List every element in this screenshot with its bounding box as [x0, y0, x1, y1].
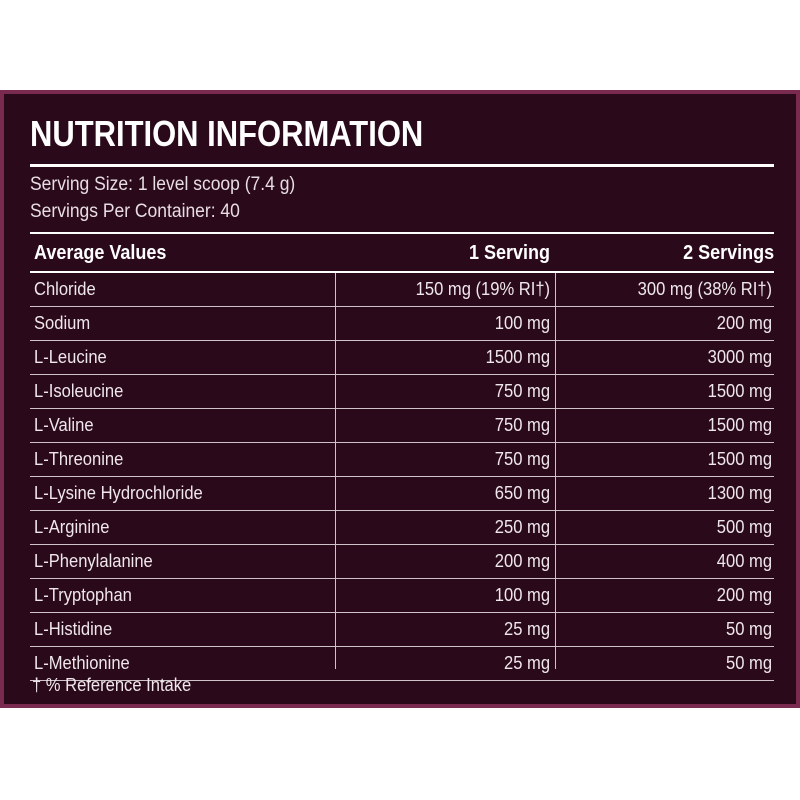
row-name: L-Methionine — [34, 653, 130, 673]
row-value-1-serving: 1500 mg — [485, 347, 550, 367]
row-value-1-serving: 250 mg — [494, 517, 550, 537]
table-row — [30, 375, 774, 409]
table-row — [30, 443, 774, 477]
table-row — [30, 273, 774, 307]
row-value-1-serving: 750 mg — [494, 449, 550, 469]
title-divider — [30, 164, 774, 167]
row-value-2-servings: 200 mg — [716, 585, 772, 605]
table-row — [30, 579, 774, 613]
row-name: L-Leucine — [34, 347, 107, 367]
row-name: L-Threonine — [34, 449, 124, 469]
row-value-2-servings: 50 mg — [725, 619, 772, 639]
row-value-1-serving: 750 mg — [494, 415, 550, 435]
row-value-2-servings: 3000 mg — [707, 347, 772, 367]
header-average-values: Average Values — [34, 242, 167, 264]
row-value-2-servings: 1300 mg — [707, 483, 772, 503]
row-value-1-serving: 200 mg — [494, 551, 550, 571]
row-value-1-serving: 750 mg — [494, 381, 550, 401]
row-value-1-serving: 25 mg — [503, 619, 550, 639]
row-name: L-Phenylalanine — [34, 551, 153, 571]
column-divider-2 — [555, 273, 556, 669]
row-value-1-serving: 100 mg — [494, 585, 550, 605]
table-header — [30, 237, 774, 269]
row-value-2-servings: 50 mg — [725, 653, 772, 673]
column-divider-1 — [335, 273, 336, 669]
row-value-2-servings: 300 mg (38% RI†) — [637, 279, 772, 299]
table-row — [30, 409, 774, 443]
table-row — [30, 341, 774, 375]
row-value-2-servings: 400 mg — [716, 551, 772, 571]
row-value-2-servings: 1500 mg — [707, 415, 772, 435]
row-name: L-Tryptophan — [34, 585, 132, 605]
header-2-servings: 2 Servings — [682, 242, 774, 264]
table-row — [30, 613, 774, 647]
panel-title: NUTRITION INFORMATION — [30, 113, 424, 154]
table-row — [30, 511, 774, 545]
row-name: Chloride — [34, 279, 96, 299]
header-1-serving: 1 Serving — [468, 242, 550, 264]
table-row — [30, 477, 774, 511]
table-row — [30, 545, 774, 579]
serving-size: Serving Size: 1 level scoop (7.4 g) — [30, 174, 296, 195]
row-value-1-serving: 150 mg (19% RI†) — [415, 279, 550, 299]
row-value-2-servings: 500 mg — [716, 517, 772, 537]
servings-per-container: Servings Per Container: 40 — [30, 201, 240, 222]
row-value-1-serving: 25 mg — [503, 653, 550, 673]
row-name: L-Isoleucine — [34, 381, 124, 401]
row-value-2-servings: 1500 mg — [707, 449, 772, 469]
footnote: † % Reference Intake — [32, 675, 192, 695]
row-name: Sodium — [34, 313, 91, 333]
row-name: L-Valine — [34, 415, 94, 435]
row-name: L-Histidine — [34, 619, 113, 639]
nutrition-table — [30, 273, 774, 681]
table-row — [30, 307, 774, 341]
row-name: L-Lysine Hydrochloride — [34, 483, 203, 503]
serving-divider — [30, 232, 774, 234]
row-value-1-serving: 650 mg — [494, 483, 550, 503]
nutrition-panel — [0, 90, 800, 708]
row-name: L-Arginine — [34, 517, 110, 537]
row-value-2-servings: 200 mg — [716, 313, 772, 333]
row-value-2-servings: 1500 mg — [707, 381, 772, 401]
row-value-1-serving: 100 mg — [494, 313, 550, 333]
